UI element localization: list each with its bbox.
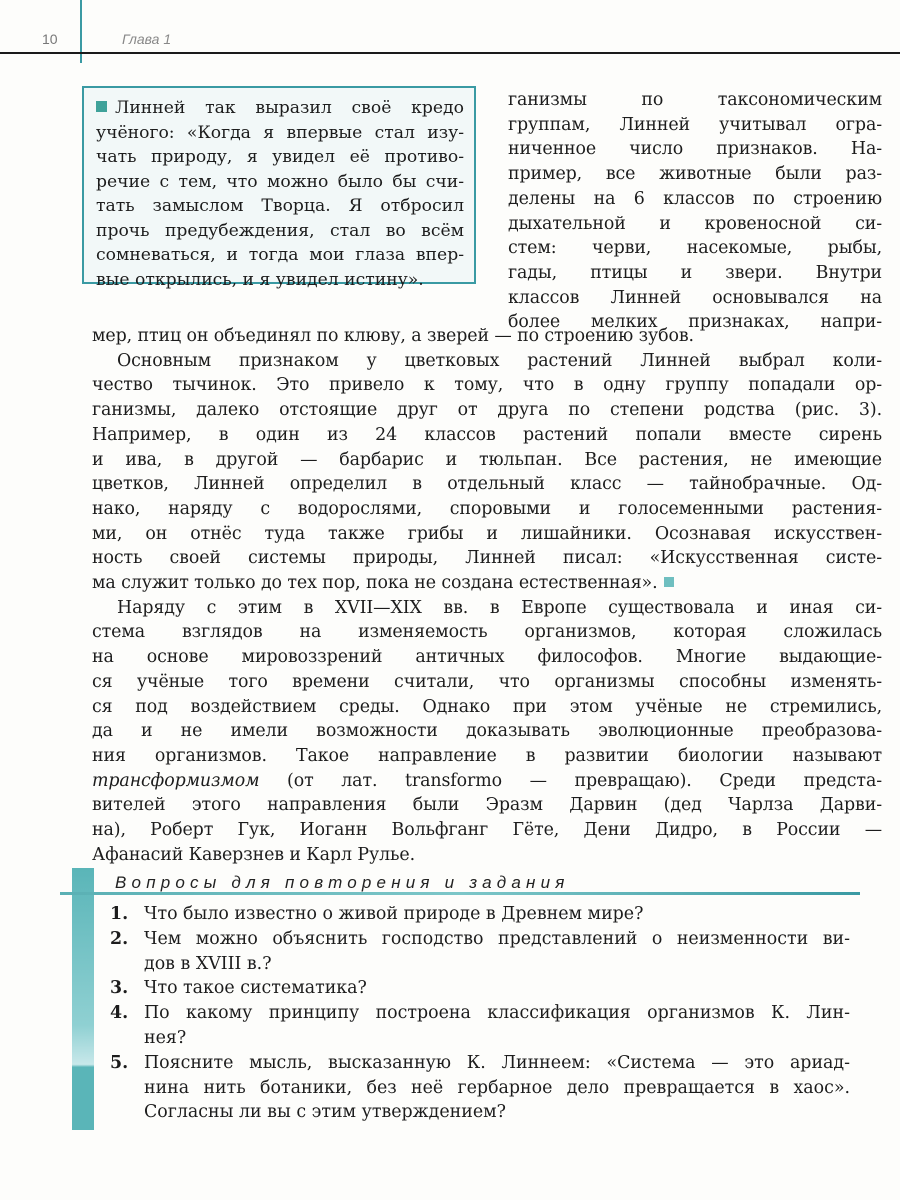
quote-line: речие с тем, что можно было бы счи-: [96, 171, 464, 192]
text-line: Афанасий Каверзнев и Карл Рулье.: [92, 844, 416, 865]
paragraph-stamens: [92, 349, 882, 596]
page-number: 10: [42, 31, 58, 47]
right-column-text: [508, 88, 882, 335]
quote-line: вые открылись, и я увидел истину».: [96, 269, 424, 290]
text-line: дыхательной и кровеносной си-: [508, 213, 882, 234]
question-text: Что такое систематика?: [144, 978, 367, 999]
text-line: ниченное число признаков. На-: [508, 139, 882, 160]
section-title: Вопросы для повторения и задания: [115, 873, 570, 892]
question-item: [110, 902, 850, 927]
quote-line: тать замыслом Творца. Я отбросил: [96, 196, 464, 216]
text-line: да и не имели возможности доказывать эволюционные преобразова-: [92, 721, 882, 742]
text-line: ся под воздействием среды. Однако при этом учёные не стремились,: [92, 696, 882, 717]
text-line: ганизмы, далеко отстоящие друг от друга по степени родства (рис. 3).: [92, 400, 882, 421]
text-line: цветков, Линней определил в отдельный класс — тайнобрачные. Од-: [92, 474, 882, 495]
body-text: [92, 324, 882, 867]
question-text: По какому принципу построена классификация организмов К. Лин-: [144, 1003, 850, 1024]
text-line: мер, птиц он объединял по клюву, а зверей — по строению зубов.: [92, 326, 694, 346]
question-number: 1.: [110, 904, 129, 924]
paragraph-transformism: [92, 596, 882, 868]
text-line: более мелких признаках, напри-: [508, 312, 882, 333]
text-line: стема взглядов на изменяемость организмов, которая сложилась: [92, 622, 882, 643]
question-text: Поясните мысль, высказанную К. Линнеем: «Система — это ариад-: [144, 1052, 850, 1073]
question-text: нея?: [144, 1027, 187, 1048]
chapter-title: Глава 1: [122, 31, 172, 47]
text-line: чество тычинок. Это привело к тому, что в одну группу попадали ор-: [92, 375, 882, 396]
text-line: ганизмы по таксономическим: [508, 90, 882, 110]
text-line: на основе мировоззрений античных философов. Многие выдающие-: [92, 647, 882, 668]
question-number: 2.: [110, 928, 129, 949]
text-line: гады, птицы и звери. Внутри: [508, 262, 882, 283]
question-item: [110, 1051, 850, 1125]
text-line: ния организмов. Такое направление в развитии биологии называют: [92, 745, 882, 766]
text-line: ся учёные того времени считали, что организмы способны изменять-: [92, 671, 882, 692]
question-number: 4.: [110, 1003, 129, 1024]
question-text: дов в XVIII в.?: [144, 953, 272, 974]
section-marker-icon: [96, 101, 107, 112]
question-number: 3.: [110, 978, 129, 999]
text-line: ность своей системы природы, Линней писал: «Искусственная систе-: [92, 548, 882, 569]
text-line: делены на 6 классов по строению: [508, 188, 882, 209]
text-line: Например, в один из 24 классов растений попали вместе сирень: [92, 424, 882, 445]
text-line: вителей этого направления были Эразм Дарвин (дед Чарлза Дарви-: [92, 795, 882, 816]
text-line: ми, он отнёс туда также грибы и лишайники. Осознавая искусствен-: [92, 523, 882, 544]
term-transformism: трансформизмом: [92, 770, 260, 791]
questions-list: [110, 902, 850, 1125]
quote-box: [82, 86, 476, 290]
question-text: Чем можно объяснить господство представлений о неизменности ви-: [144, 928, 850, 949]
question-item: [110, 1001, 850, 1051]
text-line: нако, наряду с водорослями, споровыми и голосеменными растения-: [92, 498, 882, 519]
text-line: стем: черви, насекомые, рыбы,: [508, 238, 882, 259]
quote-line: сомневаться, и тогда мои глаза впер-: [96, 245, 464, 265]
question-item: [110, 927, 850, 977]
section-end-marker-icon: [664, 577, 674, 587]
question-number: 5.: [110, 1052, 129, 1073]
text-line: и ива, в другой — барбарис и тюльпан. Все растения, не имеющие: [92, 449, 882, 470]
text-line: ма служит только до тех пор, пока не создана естественная».: [92, 571, 882, 596]
section-side-bar: [72, 868, 94, 1130]
quote-line: прочь предубеждения, стал во всём: [96, 220, 464, 241]
text-line: пример, все животные были раз-: [508, 164, 882, 185]
text-line: трансформизмом (от лат. transformo — превращаю). Среди предста-: [92, 770, 882, 791]
text-line: группам, Линней учитывал огра-: [508, 114, 882, 135]
question-text: нина нить ботаники, без неё гербарное дело превращается в хаос».: [144, 1077, 850, 1098]
header-rule: [0, 52, 900, 54]
text-line: Основным признаком у цветковых растений Линней выбрал коли-: [117, 350, 882, 371]
question-item: [110, 976, 850, 1001]
quote-line: чать природу, я увидел её противо-: [96, 147, 464, 167]
text-line: на), Роберт Гук, Иоганн Вольфганг Гёте, Дени Дидро, в России —: [92, 820, 882, 841]
text-line: Наряду с этим в XVII—XIX вв. в Европе существовала и иная си-: [117, 597, 882, 618]
quote-line: Линней так выразил своё кредо: [96, 96, 464, 121]
question-text: Что было известно о живой природе в Древнем мире?: [144, 904, 644, 924]
text-line: классов Линней основывался на: [508, 287, 882, 308]
quote-line: учёного: «Когда я впервые стал изу-: [96, 122, 464, 143]
question-text: Согласны ли вы с этим утверждением?: [144, 1102, 506, 1123]
